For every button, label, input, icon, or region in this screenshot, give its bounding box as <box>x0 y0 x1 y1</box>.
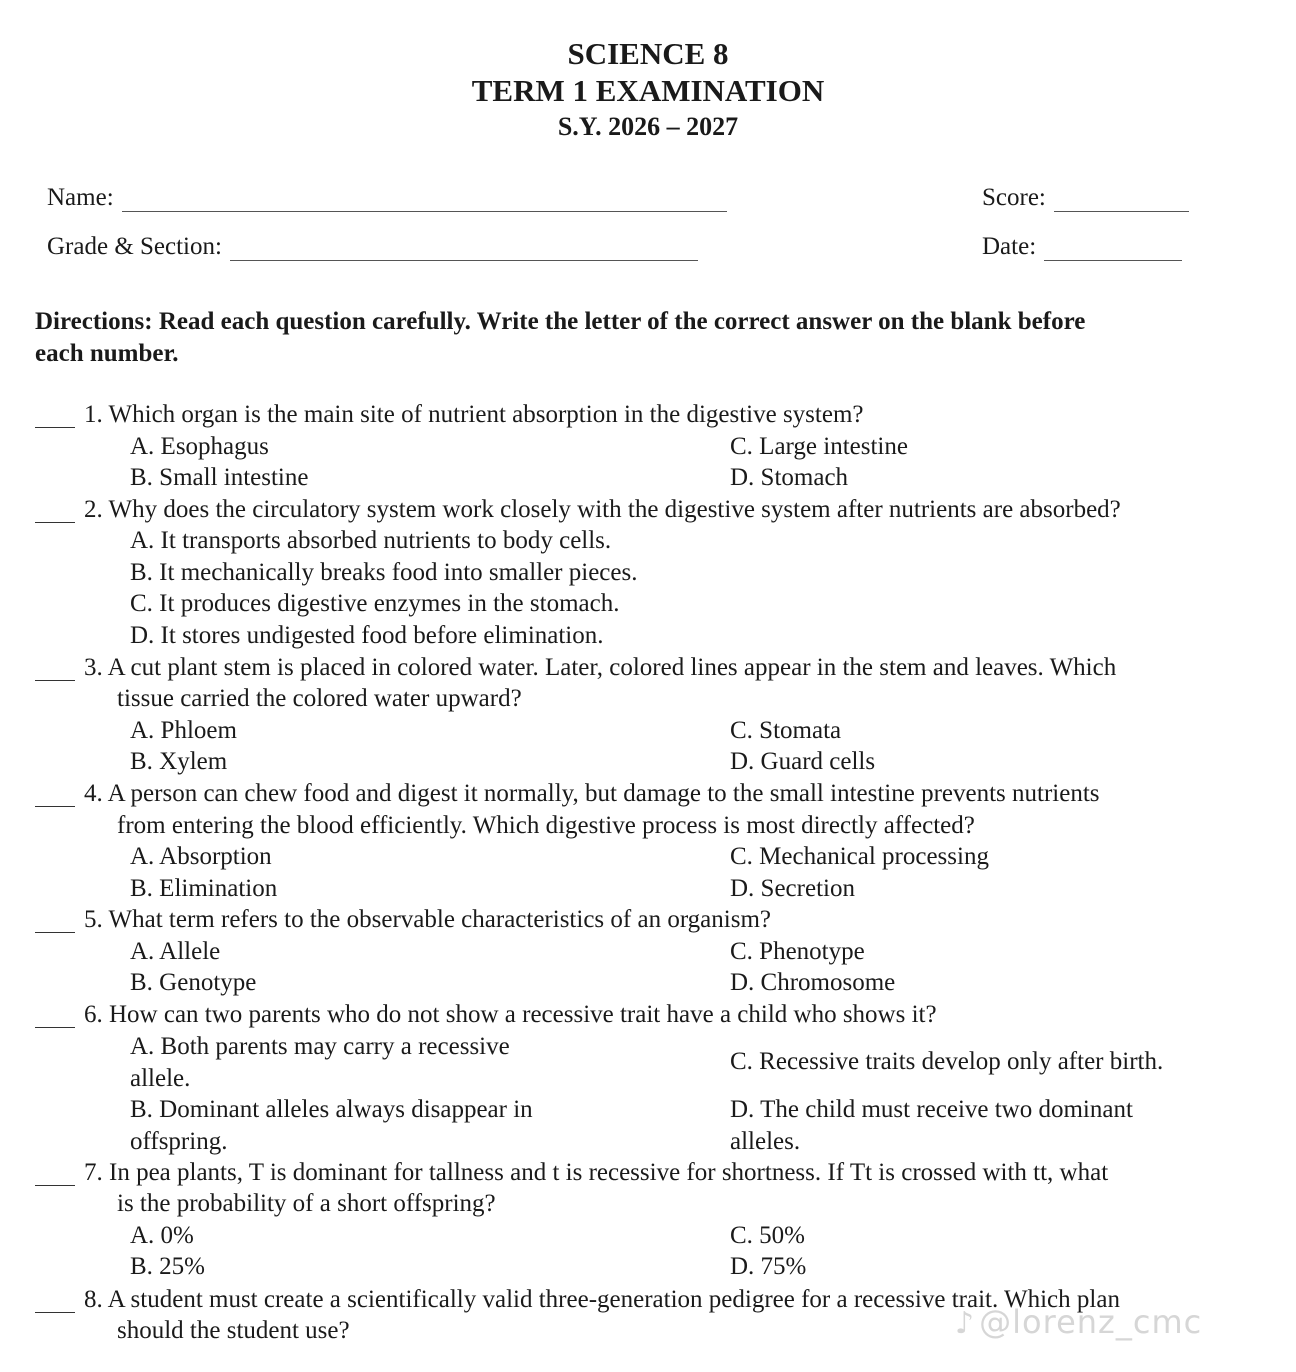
music-note-icon: ♪ <box>955 1306 976 1341</box>
question-4-stem-line-2: from entering the blood efficiently. Which digestive process is most directly affected? <box>117 812 975 839</box>
directions-line-2: each number. <box>35 340 179 367</box>
question-6-option-d: D. The child must receive two dominant alleles. <box>730 1096 1133 1155</box>
question-5-option-b: B. Genotype <box>130 969 257 996</box>
question-3-option-d: D. Guard cells <box>730 748 876 775</box>
question-7-option-a: A. 0% <box>130 1222 194 1249</box>
question-3-option-b: B. Xylem <box>130 748 228 775</box>
question-1-option-b: B. Small intestine <box>130 464 309 491</box>
exam-term-title: TERM 1 EXAMINATION <box>471 73 825 108</box>
question-4-option-d: D. Secretion <box>730 875 855 902</box>
watermark-text: @lorenz_cmc <box>979 1303 1203 1341</box>
question-7-stem-line-2: is the probability of a short offspring? <box>117 1190 496 1217</box>
answer-blank-8[interactable] <box>35 1290 75 1313</box>
question-4-stem-line-1: 4. A person can chew food and digest it normally, but damage to the small intestine prevents nutrients <box>84 780 1100 807</box>
date-label: Date: <box>982 233 1037 260</box>
answer-blank-6[interactable] <box>35 1005 75 1028</box>
date-blank[interactable] <box>1044 234 1182 261</box>
question-2-option-c: C. It produces digestive enzymes in the stomach. <box>130 590 620 617</box>
question-4-option-a: A. Absorption <box>130 843 272 870</box>
question-7-option-b: B. 25% <box>130 1253 205 1280</box>
answer-blank-3[interactable] <box>35 658 75 681</box>
name-field <box>47 184 727 212</box>
answer-blank-5[interactable] <box>35 910 75 933</box>
answer-blank-4[interactable] <box>35 784 75 807</box>
answer-blank-7[interactable] <box>35 1163 75 1186</box>
score-blank[interactable] <box>1054 185 1189 212</box>
directions-line-1: Directions: Read each question carefully. Write the letter of the correct answer on the blank before <box>35 308 1086 335</box>
question-7-option-c: C. 50% <box>730 1222 805 1249</box>
question-2-option-b: B. It mechanically breaks food into smaller pieces. <box>130 559 638 586</box>
watermark <box>955 1303 1202 1341</box>
question-2-option-d: D. It stores undigested food before elimination. <box>130 622 604 649</box>
grade-section-field <box>47 233 698 261</box>
question-4-option-c: C. Mechanical processing <box>730 843 989 870</box>
question-6-option-b: B. Dominant alleles always disappear in offspring. <box>130 1096 533 1155</box>
question-1-option-c: C. Large intestine <box>730 433 908 460</box>
question-3-stem-line-1: 3. A cut plant stem is placed in colored water. Later, colored lines appear in the stem and leaves. Which <box>84 654 1117 681</box>
score-field <box>982 184 1189 212</box>
question-2-stem: 2. Why does the circulatory system work closely with the digestive system after nutrients are absorbed? <box>84 496 1121 523</box>
question-1-stem: 1. Which organ is the main site of nutrient absorption in the digestive system? <box>84 401 864 428</box>
answer-blank-2[interactable] <box>35 500 75 523</box>
question-5-option-a: A. Allele <box>130 938 221 965</box>
question-8-stem-line-2: should the student use? <box>117 1317 350 1344</box>
question-2-option-a: A. It transports absorbed nutrients to body cells. <box>130 527 612 554</box>
name-label: Name: <box>47 184 114 211</box>
date-field <box>982 233 1182 261</box>
name-blank[interactable] <box>122 185 727 212</box>
grade-section-blank[interactable] <box>230 234 698 261</box>
directions <box>35 306 1235 370</box>
question-4-option-b: B. Elimination <box>130 875 278 902</box>
question-5-option-c: C. Phenotype <box>730 938 865 965</box>
question-6-stem: 6. How can two parents who do not show a recessive trait have a child who shows it? <box>84 1001 937 1028</box>
question-3-stem-line-2: tissue carried the colored water upward? <box>117 685 522 712</box>
exam-subject-title: SCIENCE 8 <box>567 36 729 71</box>
question-6-option-a: A. Both parents may carry a recessive allele. <box>130 1033 510 1092</box>
question-3-option-c: C. Stomata <box>730 717 842 744</box>
question-5-stem: 5. What term refers to the observable characteristics of an organism? <box>84 906 771 933</box>
score-label: Score: <box>982 184 1046 211</box>
question-7-option-d: D. 75% <box>730 1253 807 1280</box>
question-8-stem-line-1: 8. A student must create a scientifically valid three-generation pedigree for a recessive trait. Which plan <box>84 1286 1120 1313</box>
question-6-option-c: C. Recessive traits develop only after birth. <box>730 1048 1164 1075</box>
question-1-option-a: A. Esophagus <box>130 433 269 460</box>
question-1-option-d: D. Stomach <box>730 464 849 491</box>
answer-blank-1[interactable] <box>35 405 75 428</box>
grade-section-label: Grade & Section: <box>47 233 222 260</box>
school-year: S.Y. 2026 – 2027 <box>557 112 739 141</box>
question-5-option-d: D. Chromosome <box>730 969 896 996</box>
question-7-stem-line-1: 7. In pea plants, T is dominant for tallness and t is recessive for shortness. If Tt is crossed with tt, what <box>84 1159 1109 1186</box>
question-3-option-a: A. Phloem <box>130 717 237 744</box>
